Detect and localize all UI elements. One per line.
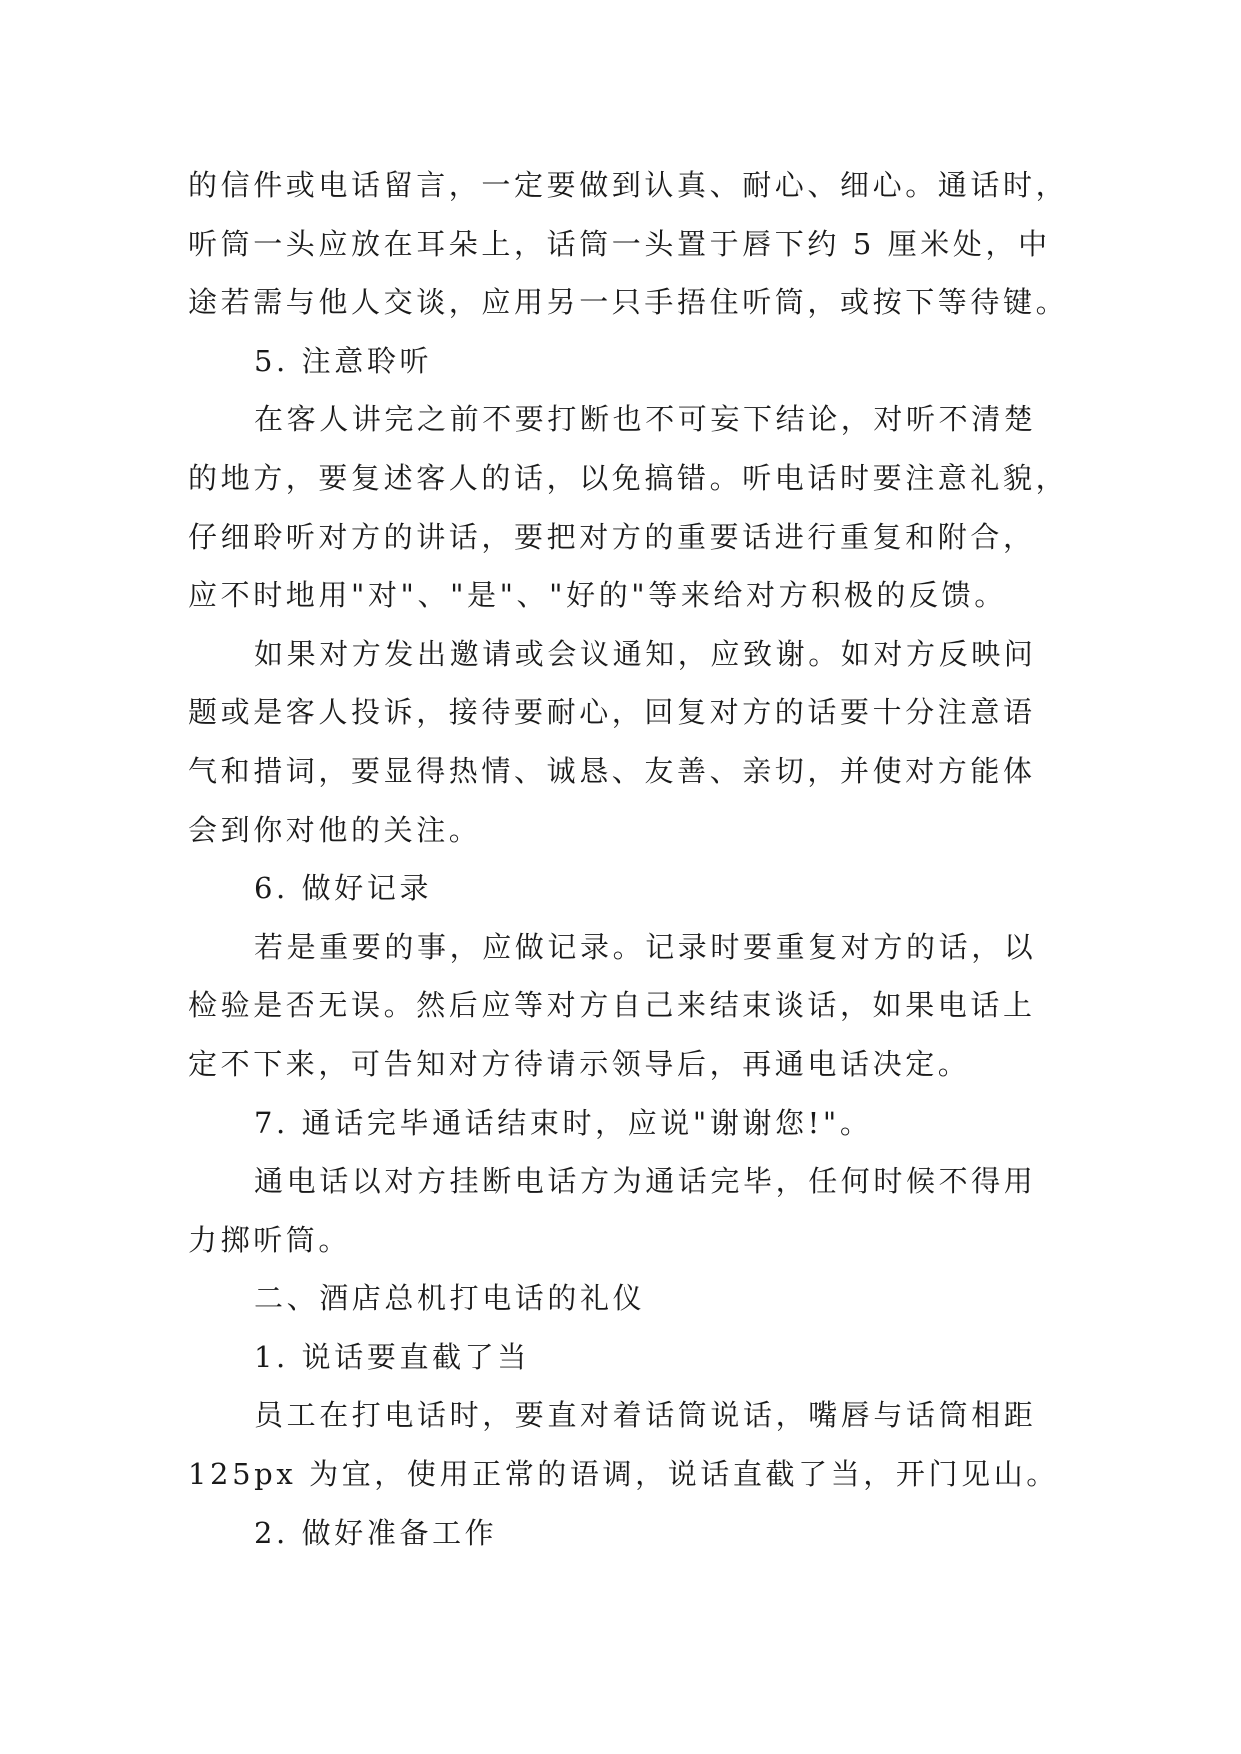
text-line: 力掷听筒。 [188,1222,352,1257]
text-line: 125px 为宜，使用正常的语调，说话直截了当，开门见山。 [188,1457,1059,1492]
text-line: 定不下来，可告知对方待请示领导后，再通电话决定。 [188,1046,971,1081]
section-heading-7: 7. 通话完毕通话结束时，应说"谢谢您!"。 [254,1105,873,1140]
document-body [188,156,1068,1562]
text-line: 听筒一头应放在耳朵上，话筒一头置于唇下约 5 厘米处，中 [188,226,1051,261]
text-line: 气和措词，要显得热情、诚恳、友善、亲切，并使对方能体 [188,753,1036,788]
text-line: 若是重要的事，应做记录。记录时要重复对方的话，以 [254,929,1037,964]
text-line: 员工在打电话时，要直对着话筒说话，嘴唇与话筒相距 [254,1398,1037,1433]
text-line: 通电话以对方挂断电话方为通话完毕，任何时候不得用 [254,1164,1037,1199]
text-line: 如果对方发出邀请或会议通知，应致谢。如对方反映问 [254,636,1037,671]
section-heading-6: 6. 做好记录 [254,871,433,906]
text-line: 途若需与他人交谈，应用另一只手捂住听筒，或按下等待键。 [188,285,1069,320]
text-line: 的信件或电话留言，一定要做到认真、耐心、细心。通话时， [188,168,1069,202]
text-line: 的地方，要复述客人的话，以免搞错。听电话时要注意礼貌， [188,460,1069,495]
text-line: 题或是客人投诉，接待要耐心，回复对方的话要十分注意语 [188,695,1036,730]
text-line: 检验是否无误。然后应等对方自己来结束谈话，如果电话上 [188,988,1036,1023]
text-line: 在客人讲完之前不要打断也不可妄下结论，对听不清楚 [254,402,1037,437]
text-line: 会到你对他的关注。 [188,812,482,847]
text-line: 仔细聆听对方的讲话，要把对方的重要话进行重复和附合， [188,519,1036,554]
chapter-heading-2: 二、酒店总机打电话的礼仪 [254,1281,646,1316]
section-heading-5: 5. 注意聆听 [254,343,433,378]
section-heading-2: 2. 做好准备工作 [254,1515,498,1550]
text-line: 应不时地用"对"、"是"、"好的"等来给对方积极的反馈。 [188,578,1007,613]
section-heading-1: 1. 说话要直截了当 [254,1339,530,1374]
